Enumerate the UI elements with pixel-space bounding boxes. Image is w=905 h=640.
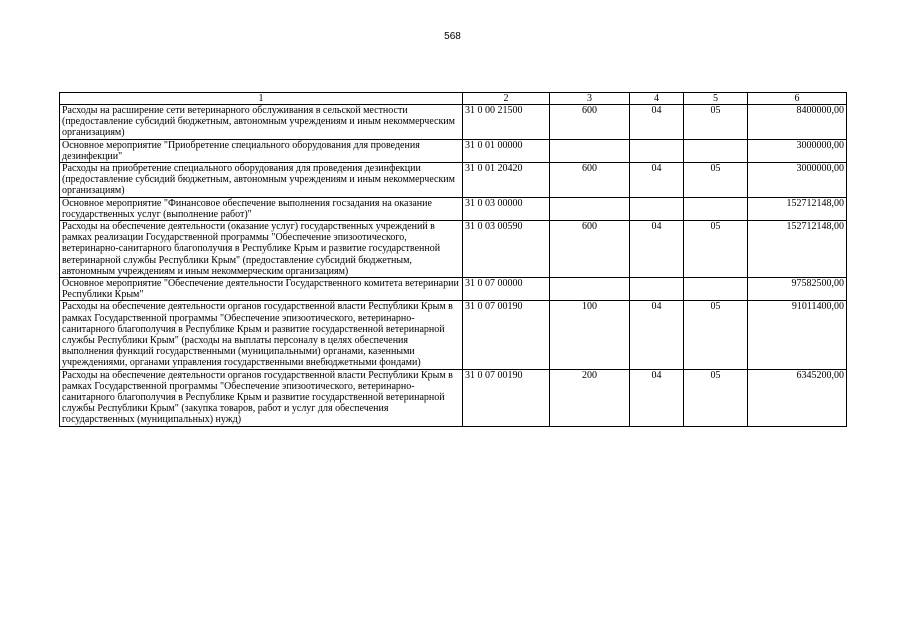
row-pr — [684, 278, 748, 301]
page-number: 568 — [444, 31, 461, 42]
table-row — [60, 139, 847, 162]
row-code: 31 0 07 00190 — [463, 301, 550, 369]
row-rz: 04 — [630, 105, 684, 140]
table-row — [60, 278, 847, 301]
row-name: Расходы на обеспечение деятельности (оказание услуг) государственных учреждений в рамках реализации Государственной программы "Обеспечение эпизоотического, ветеринарно-санитарного благополучия в Республике Крым и развитие государственной ветеринарной службы Республики Крым" (предоставление субсидий бюджетным, автономным учреждениям и иным некоммерческим организациям) — [60, 221, 463, 278]
row-amount: 8400000,00 — [748, 105, 847, 140]
row-amount: 3000000,00 — [748, 139, 847, 162]
row-name: Расходы на приобретение специального оборудования для проведения дезинфекции (предоставление субсидий бюджетным, автономным учреждениям и иным некоммерческим организациям) — [60, 163, 463, 198]
row-pr — [684, 139, 748, 162]
row-rz: 04 — [630, 301, 684, 369]
row-name: Основное мероприятие "Приобретение специального оборудования для проведения дезинфекции" — [60, 139, 463, 162]
row-vr: 600 — [550, 221, 630, 278]
row-rz — [630, 197, 684, 220]
table-row — [60, 163, 847, 198]
row-amount: 97582500,00 — [748, 278, 847, 301]
row-name: Основное мероприятие "Финансовое обеспечение выполнения госзадания на оказание государственных услуг (выполнение работ)" — [60, 197, 463, 220]
row-vr: 100 — [550, 301, 630, 369]
row-pr: 05 — [684, 221, 748, 278]
row-pr: 05 — [684, 163, 748, 198]
row-rz: 04 — [630, 369, 684, 426]
row-vr — [550, 278, 630, 301]
table-row — [60, 221, 847, 278]
row-code: 31 0 00 21500 — [463, 105, 550, 140]
row-rz: 04 — [630, 163, 684, 198]
row-code: 31 0 03 00590 — [463, 221, 550, 278]
header-col-6: 6 — [748, 93, 847, 105]
row-pr — [684, 197, 748, 220]
header-col-4: 4 — [630, 93, 684, 105]
table-row — [60, 369, 847, 426]
row-name: Расходы на расширение сети ветеринарного обслуживания в сельской местности (предоставление субсидий бюджетным, автономным учреждениям и иным некоммерческим организациям) — [60, 105, 463, 140]
row-amount: 91011400,00 — [748, 301, 847, 369]
row-code: 31 0 07 00000 — [463, 278, 550, 301]
row-pr: 05 — [684, 105, 748, 140]
row-code: 31 0 03 00000 — [463, 197, 550, 220]
row-code: 31 0 07 00190 — [463, 369, 550, 426]
row-code: 31 0 01 20420 — [463, 163, 550, 198]
row-name: Расходы на обеспечение деятельности органов государственной власти Республики Крым в рамках Государственной программы "Обеспечение эпизоотического, ветеринарно-санитарного благополучия в Республике Крым и развитие государственной ветеринарной службы Республики Крым" (расходы на выплаты персоналу в целях обеспечения выполнения функций государственными (муниципальными) органами, казенными учреждениями, органами управления государственными внебюджетными фондами) — [60, 301, 463, 369]
row-rz — [630, 139, 684, 162]
table-row — [60, 197, 847, 220]
row-vr — [550, 139, 630, 162]
row-amount: 6345200,00 — [748, 369, 847, 426]
header-col-2: 2 — [463, 93, 550, 105]
row-vr: 600 — [550, 163, 630, 198]
row-pr: 05 — [684, 301, 748, 369]
row-name: Основное мероприятие "Обеспечение деятельности Государственного комитета ветеринарии Республики Крым" — [60, 278, 463, 301]
row-amount: 152712148,00 — [748, 197, 847, 220]
row-vr: 600 — [550, 105, 630, 140]
table-header-row — [60, 93, 847, 105]
header-col-3: 3 — [550, 93, 630, 105]
header-col-1: 1 — [60, 93, 463, 105]
row-rz — [630, 278, 684, 301]
row-code: 31 0 01 00000 — [463, 139, 550, 162]
row-name: Расходы на обеспечение деятельности органов государственной власти Республики Крым в рамках Государственной программы "Обеспечение эпизоотического, ветеринарно-санитарного благополучия в Республике Крым и развитие государственной ветеринарной службы Республики Крым" (закупка товаров, работ и услуг для обеспечения государственных (муниципальных) нужд) — [60, 369, 463, 426]
row-amount: 152712148,00 — [748, 221, 847, 278]
budget-table — [59, 92, 847, 427]
row-amount: 3000000,00 — [748, 163, 847, 198]
row-vr: 200 — [550, 369, 630, 426]
row-pr: 05 — [684, 369, 748, 426]
row-rz: 04 — [630, 221, 684, 278]
table-row — [60, 301, 847, 369]
header-col-5: 5 — [684, 93, 748, 105]
row-vr — [550, 197, 630, 220]
table-row — [60, 105, 847, 140]
